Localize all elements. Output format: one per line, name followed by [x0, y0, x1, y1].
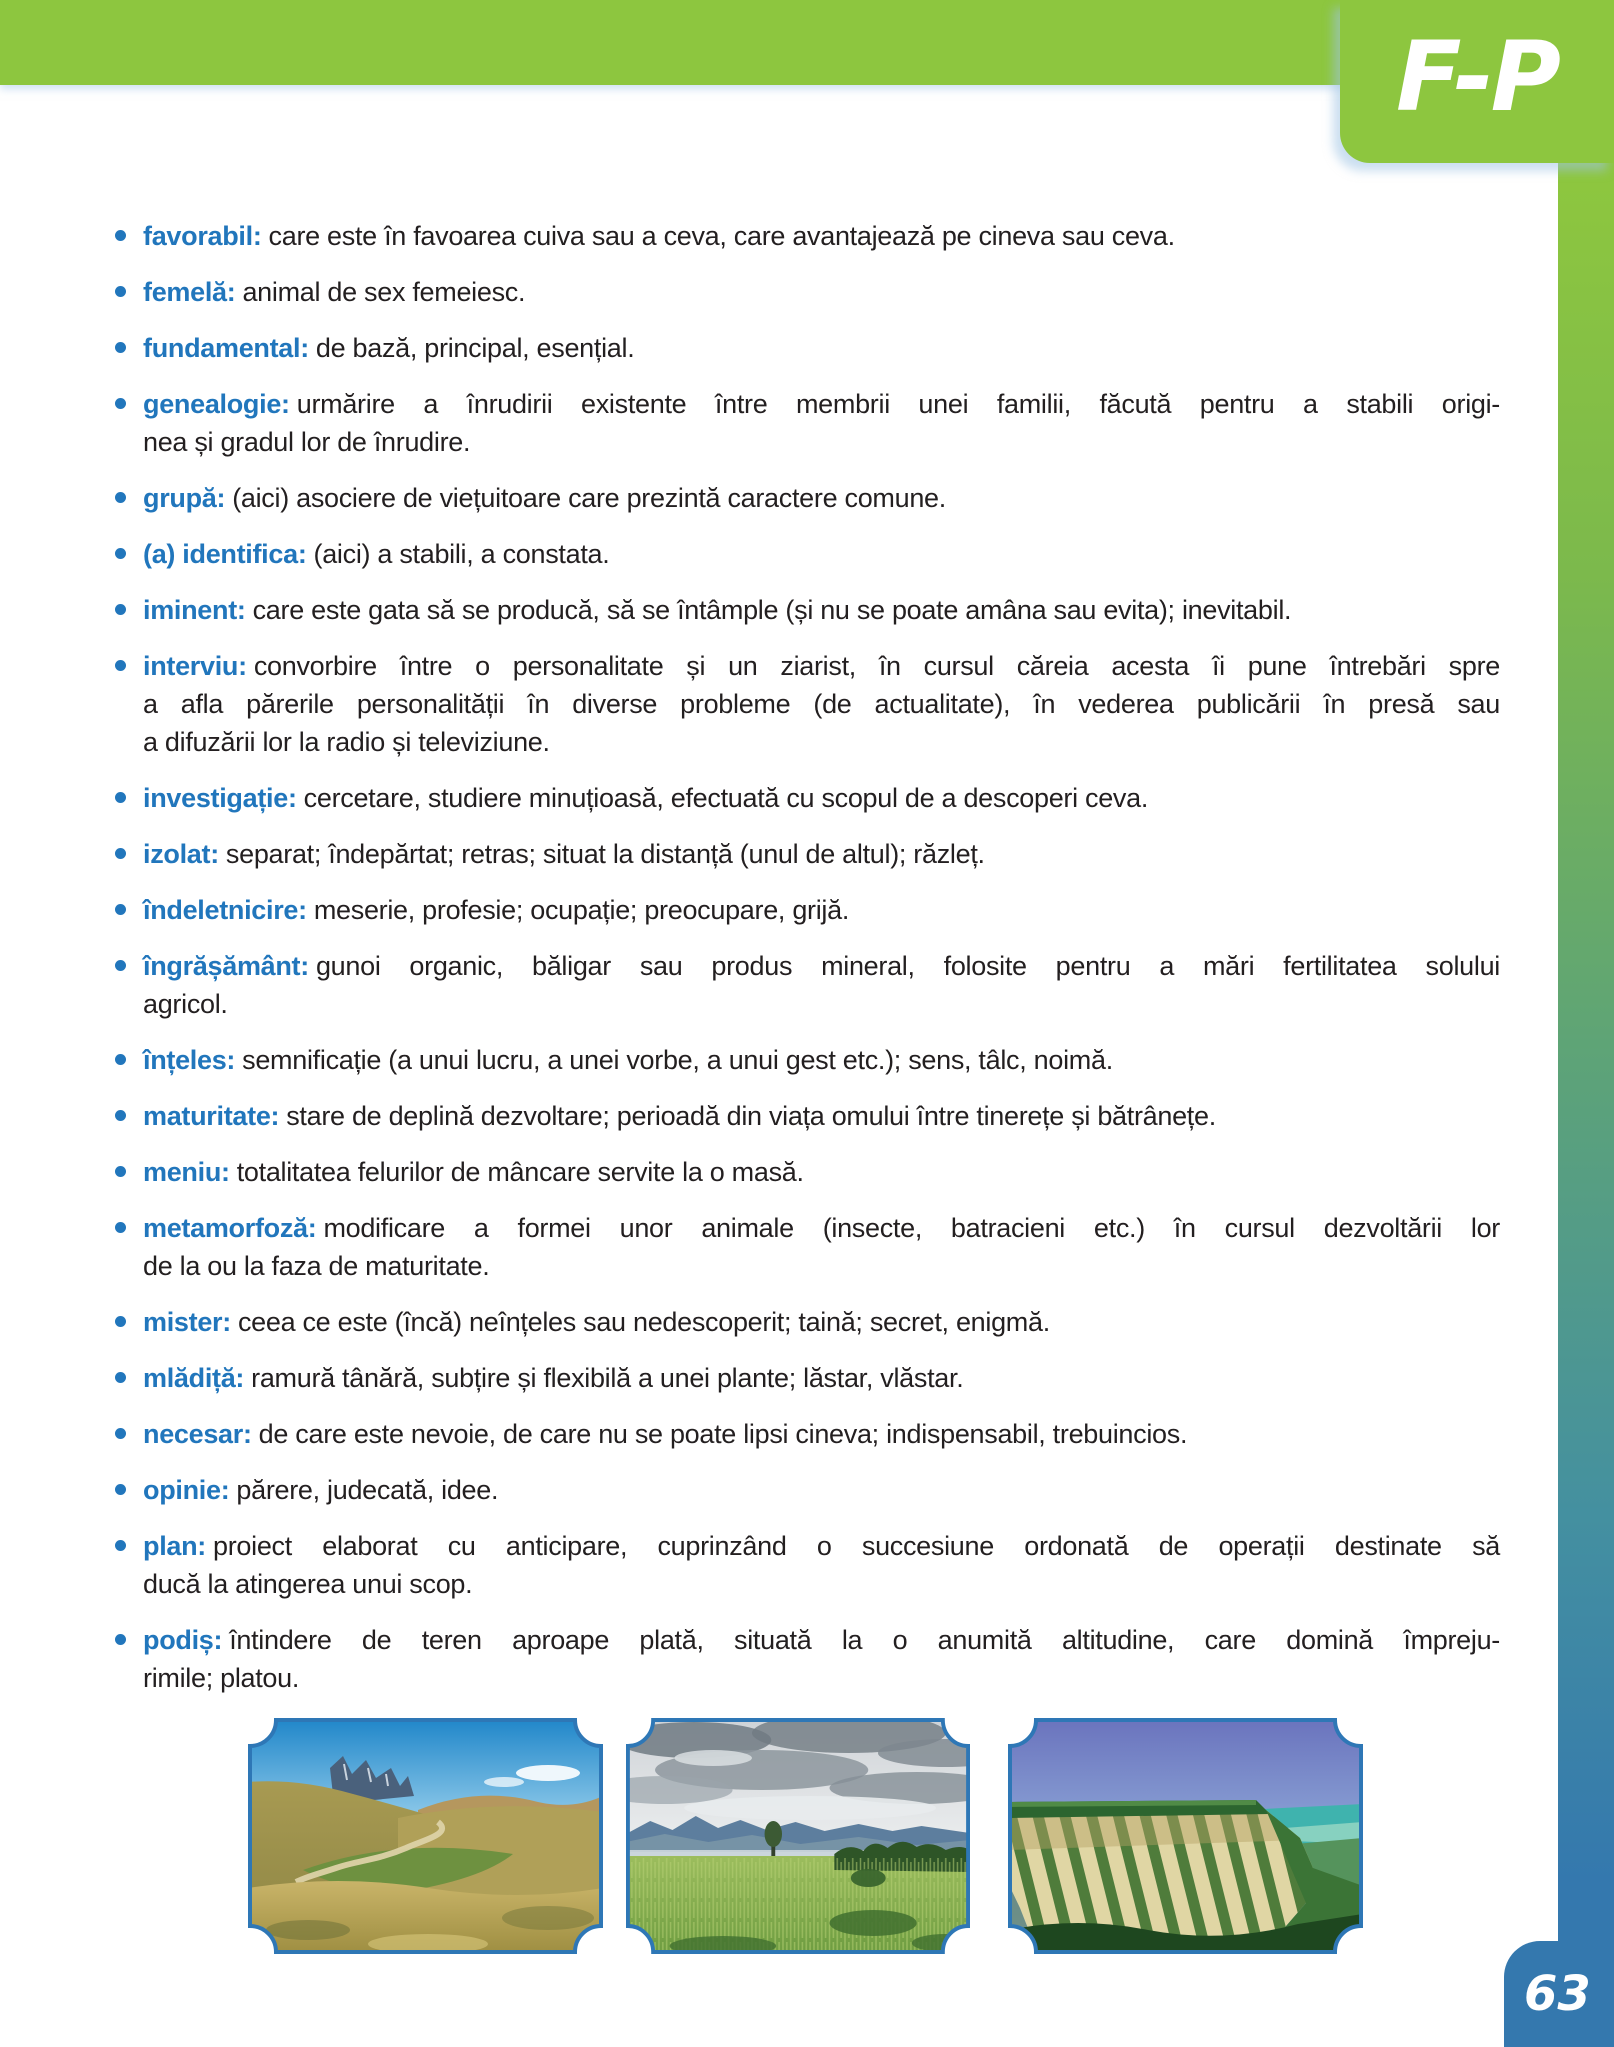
photo-grassland-clouds: [626, 1718, 970, 1954]
entry-definition: modificare a formei unor animale (insecte, batracieni etc.) în cursul dezvoltării lor: [323, 1213, 1500, 1243]
entry-line: rimile; platou.: [143, 1663, 300, 1693]
entry-line: [143, 479, 1500, 517]
entry-line: a difuzării lor la radio și televiziune.: [143, 727, 550, 757]
entry-definition: meserie, profesie; ocupație; preocupare, grijă.: [313, 895, 850, 925]
entry-definition: cercetare, studiere minuțioasă, efectuată cu scopul de a descoperi ceva.: [303, 783, 1149, 813]
entry-term: genealogie:: [143, 389, 290, 419]
glossary-list: [143, 217, 1500, 1697]
entry-line: nea și gradul lor de înrudire.: [143, 427, 471, 457]
entry-term: favorabil:: [143, 221, 262, 251]
entry-definition: semnificație (a unui lucru, a unei vorbe, a unui gest etc.); sens, tâlc, noimă.: [242, 1045, 1113, 1075]
entry-definition: totalitatea felurilor de mâncare servite la o masă.: [236, 1157, 804, 1187]
entry-line: [143, 947, 1500, 985]
entry-term: (a) identifica:: [143, 539, 307, 569]
entry-line: de la ou la faza de maturitate.: [143, 1251, 490, 1281]
glossary-entry: [143, 1209, 1500, 1285]
glossary-entry: [143, 1471, 1500, 1509]
entry-definition: întindere de teren aproape plată, situată la o anumită altitudine, care domină împreju-: [229, 1625, 1500, 1655]
entry-line: [143, 647, 1500, 685]
entry-line: [143, 779, 1500, 817]
entry-term: metamorfoză:: [143, 1213, 317, 1243]
entry-term: meniu:: [143, 1157, 230, 1187]
glossary-entry: [143, 1041, 1500, 1079]
entry-line: [143, 591, 1500, 629]
entry-definition: stare de deplină dezvoltare; perioadă din viața omului între tinerețe și bătrânețe.: [286, 1101, 1216, 1131]
entry-line: [143, 1097, 1500, 1135]
entry-term: interviu:: [143, 651, 247, 681]
entry-term: plan:: [143, 1531, 206, 1561]
section-tab: [1340, 0, 1614, 163]
entry-term: podiș:: [143, 1625, 223, 1655]
entry-term: necesar:: [143, 1419, 252, 1449]
entry-term: investigație:: [143, 783, 297, 813]
entry-line: [143, 1041, 1500, 1079]
glossary-entry: [143, 947, 1500, 1023]
entry-definition: separat; îndepărtat; retras; situat la distanță (unul de altul); răzleț.: [225, 839, 985, 869]
entry-term: fundamental:: [143, 333, 309, 363]
entry-definition: ramură tânără, subțire și flexibilă a unei plante; lăstar, vlăstar.: [251, 1363, 964, 1393]
entry-definition: ceea ce este (încă) neînțeles sau nedescoperit; taină; secret, enigmă.: [237, 1307, 1050, 1337]
entry-definition: (aici) a stabili, a constata.: [313, 539, 610, 569]
entry-term: îndeletnicire:: [143, 895, 307, 925]
entry-line: [143, 1415, 1500, 1453]
entry-line: [143, 329, 1500, 367]
entry-line: [143, 217, 1500, 255]
entry-definition: de care este nevoie, de care nu se poate lipsi cineva; indispensabil, trebuincios.: [258, 1419, 1188, 1449]
glossary-entry: [143, 835, 1500, 873]
glossary-entry: [143, 535, 1500, 573]
glossary-entry: [143, 217, 1500, 255]
entry-line: [143, 1621, 1500, 1659]
entry-definition: proiect elaborat cu anticipare, cuprinzând o succesiune ordonată de operații destinate să: [213, 1531, 1500, 1561]
page-number: 63: [1524, 1966, 1591, 2022]
entry-term: femelă:: [143, 277, 236, 307]
entry-line: ducă la atingerea unui scop.: [143, 1569, 473, 1599]
entry-line: [143, 1303, 1500, 1341]
entry-term: înțeles:: [143, 1045, 236, 1075]
page-number-tab: [1504, 1941, 1614, 2047]
entry-definition: convorbire între o personalitate și un ziarist, în cursul căreia acesta îi pune întrebări spre: [253, 651, 1500, 681]
glossary-entry: [143, 479, 1500, 517]
entry-term: iminent:: [143, 595, 246, 625]
entry-term: izolat:: [143, 839, 219, 869]
entry-term: opinie:: [143, 1475, 230, 1505]
glossary-entry: [143, 1621, 1500, 1697]
entry-definition: (aici) asociere de viețuitoare care prezintă caractere comune.: [232, 483, 946, 513]
entry-definition: de bază, principal, esențial.: [315, 333, 635, 363]
entry-line: [143, 1527, 1500, 1565]
entry-line: [143, 385, 1500, 423]
entry-line: [143, 273, 1500, 311]
glossary-entry: [143, 591, 1500, 629]
entry-term: maturitate:: [143, 1101, 280, 1131]
glossary-entry: [143, 1153, 1500, 1191]
entry-definition: gunoi organic, băligar sau produs mineral, folosite pentru a mări fertilitatea solului: [315, 951, 1500, 981]
photos-row: [0, 1718, 1614, 1954]
entry-line: [143, 535, 1500, 573]
glossary-entry: [143, 779, 1500, 817]
glossary-entry: [143, 1415, 1500, 1453]
glossary-entry: [143, 385, 1500, 461]
glossary-entry: [143, 891, 1500, 929]
glossary-entry: [143, 1303, 1500, 1341]
entry-definition: părere, judecată, idee.: [236, 1475, 499, 1505]
entry-term: îngrășământ:: [143, 951, 309, 981]
glossary-section: [143, 217, 1500, 1715]
glossary-entry: [143, 1359, 1500, 1397]
entry-line: [143, 1471, 1500, 1509]
entry-line: [143, 891, 1500, 929]
entry-line: a afla părerile personalității în diverse probleme (de actualitate), în vederea publicării în presă sau: [143, 689, 1500, 719]
entry-definition: animal de sex femeiesc.: [242, 277, 526, 307]
glossary-entry: [143, 1527, 1500, 1603]
glossary-entry: [143, 329, 1500, 367]
entry-line: [143, 1359, 1500, 1397]
glossary-entry: [143, 1097, 1500, 1135]
entry-definition: urmărire a înrudirii existente între membrii unei familii, făcută pentru a stabili origi-: [296, 389, 1500, 419]
glossary-entry: [143, 273, 1500, 311]
entry-line: [143, 1153, 1500, 1191]
entry-line: [143, 835, 1500, 873]
entry-definition: care este gata să se producă, să se întâmple (și nu se poate amâna sau evita); inevitabil.: [252, 595, 1292, 625]
section-tab-label: F-P: [1396, 20, 1558, 133]
entry-definition: care este în favoarea cuiva sau a ceva, care avantajează pe cineva sau ceva.: [268, 221, 1175, 251]
photo-table-mountain: [1008, 1718, 1363, 1954]
entry-line: agricol.: [143, 989, 228, 1019]
entry-term: mister:: [143, 1307, 231, 1337]
photo-plateau-road: [248, 1718, 603, 1954]
entry-term: grupă:: [143, 483, 226, 513]
entry-line: [143, 1209, 1500, 1247]
entry-term: mlădiță:: [143, 1363, 245, 1393]
glossary-entry: [143, 647, 1500, 761]
